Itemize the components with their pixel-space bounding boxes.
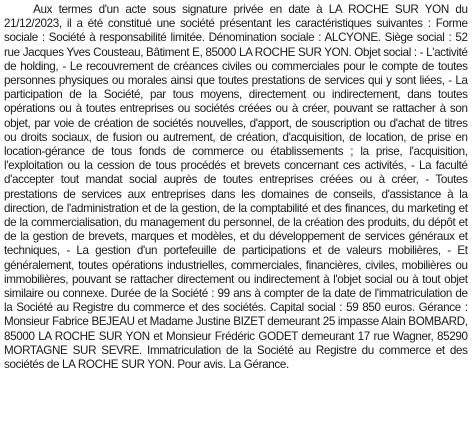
legal-notice-body: Aux termes d'un acte sous signature privée en date à LA ROCHE SUR YON du 21/12/2023, il a été constitué une société présentant les caractéristiques suivantes : Forme sociale : Société à responsabilité limitée. Dénomination sociale : ALCYONE. Siège social : 52 rue Jacques Yves Cousteau, Bâtiment E, 85000 LA ROCHE SUR YON. Objet social : - L'activité de holding, - Le recouvrement de créances civiles ou commerciales pour le compte de toutes personnes physiques ou morales ainsi que toutes prestations de services qui y sont liées, - La participation de la Société, par tous moyens, directement ou indirectement, dans toutes opérations ou à toutes entreprises ou sociétés créées ou à créer, pouvant se rattacher à son objet, par voie de création de sociétés nouvelles, d'apport, de souscription ou d'achat de titres ou droits sociaux, de fusion ou autrement, de création, d'acquisition, de location, de prise en location-gérance de tous fonds de commerce ou établissements ; la prise, l'acquisition, l'exploitation ou la cession de tous procédés et brevets concernant ces activités, - La faculté d'accepter tout mandat social auprès de toutes entreprises créées ou à créer, - Toutes prestations de services aux entreprises dans les domaines de conseils, d'assistance à la direction, de l'administration et de la gestion, de la comptabilité et des finances, du marketing et de la commercialisation, du management du personnel, de la création des produits, du dépôt et de la gestion de brevets, marques et modèles, et du développement de services généraux et techniques, - La gestion d'un portefeuille de participations et de valeurs mobilières, - Et généralement, toutes opérations industrielles, commerciales, financières, civiles, mobilières ou immobilières, pouvant se rattacher directement ou indirectement à l'objet social ou à tout objet similaire ou connexe. Durée de la Société : 99 ans à compter de la date de l'immatriculation de la Société au Registre du commerce et des sociétés. Capital social : 59 850 euros. Gérance : Monsieur Fabrice BEJEAU et Madame Justine BIZET demeurant 25 impasse Alain BOMBARD, 85000 LA ROCHE SUR YON et Monsieur Frédéric GODET demeurant 17 rue Wagner, 85290 MORTAGNE SUR SEVRE. Immatriculation de la Société au Registre du commerce et des sociétés de LA ROCHE SUR YON. Pour avis. La Gérance. [4,2,468,372]
